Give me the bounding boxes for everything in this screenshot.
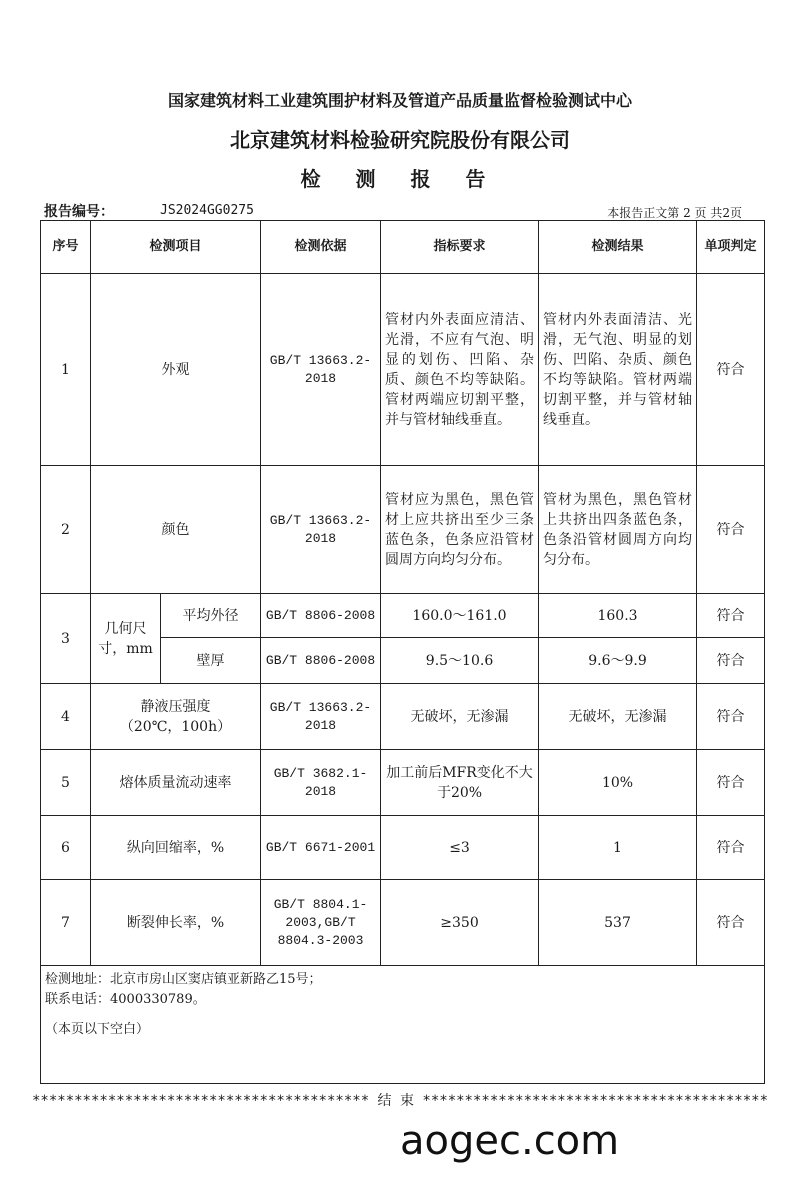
- row-subitem: 平均外径: [161, 594, 261, 638]
- results-table: [40, 220, 765, 1084]
- row-verdict: 符合: [697, 816, 765, 880]
- row-no: 5: [41, 750, 91, 816]
- table-row: [41, 816, 765, 880]
- row-requirement: 9.5～10.6: [381, 638, 539, 684]
- row-subitem: 壁厚: [161, 638, 261, 684]
- table-header-row: [41, 221, 765, 274]
- row-result: 160.3: [539, 594, 697, 638]
- row-basis: GB/T 13663.2-2018: [261, 466, 381, 594]
- row-item: 熔体质量流动速率: [91, 750, 261, 816]
- row-item-main: 静液压强度: [140, 698, 211, 715]
- row-basis: GB/T 8804.1-2003,GB/T 8804.3-2003: [261, 880, 381, 966]
- row-item: 颜色: [91, 466, 261, 594]
- row-basis: GB/T 8806-2008: [261, 594, 381, 638]
- contact-phone: 联系电话：4000330789。: [45, 992, 206, 1007]
- row-basis: GB/T 13663.2-2018: [261, 274, 381, 466]
- row-verdict: 符合: [697, 880, 765, 966]
- row-item: [91, 684, 261, 750]
- row-requirement: 管材内外表面应清洁、光滑，不应有气泡、明显的划伤、凹陷、杂质、颜色不均等缺陷。管材两端应切割平整，并与管材轴线垂直。: [381, 274, 539, 466]
- col-header-verdict: 单项判定: [697, 221, 765, 274]
- col-header-no: 序号: [41, 221, 91, 274]
- row-requirement: ≥350: [381, 880, 539, 966]
- row-requirement: 管材应为黑色，黑色管材上应共挤出至少三条蓝色条，色条应沿管材圆周方向均匀分布。: [381, 466, 539, 594]
- table-row: [41, 274, 765, 466]
- row-item: 纵向回缩率，%: [91, 816, 261, 880]
- report-number-value: JS2024GG0275: [160, 203, 254, 218]
- col-header-basis: 检测依据: [261, 221, 381, 274]
- row-item: 外观: [91, 274, 261, 466]
- row-result: 管材为黑色，黑色管材上共挤出四条蓝色条，色条沿管材圆周方向均匀分布。: [539, 466, 697, 594]
- col-header-item: 检测项目: [91, 221, 261, 274]
- header-institution: 国家建筑材料工业建筑围护材料及管道产品质量监督检验测试中心: [167, 91, 632, 110]
- row-result: 无破坏，无渗漏: [539, 684, 697, 750]
- row-group-label: 几何尺寸，mm: [91, 594, 161, 684]
- row-result: 1: [539, 816, 697, 880]
- watermark: aogec.com: [400, 1118, 620, 1164]
- row-basis: GB/T 8806-2008: [261, 638, 381, 684]
- row-verdict: 符合: [697, 274, 765, 466]
- row-item-condition: （20℃，100h）: [119, 718, 232, 735]
- table-row: [41, 750, 765, 816]
- header-company: 北京建筑材料检验研究院股份有限公司: [230, 128, 570, 152]
- table-row: [41, 466, 765, 594]
- page-info: 本报告正文第 2 页 共2页: [607, 206, 742, 220]
- row-no: 4: [41, 684, 91, 750]
- row-no: 3: [41, 594, 91, 684]
- row-no: 2: [41, 466, 91, 594]
- table-footer-row: [41, 966, 765, 1084]
- row-result: 10%: [539, 750, 697, 816]
- row-verdict: 符合: [697, 594, 765, 638]
- blank-note: （本页以下空白）: [45, 1022, 150, 1037]
- row-requirement: ≤3: [381, 816, 539, 880]
- col-header-requirement: 指标要求: [381, 221, 539, 274]
- row-basis: GB/T 13663.2-2018: [261, 684, 381, 750]
- row-requirement: 160.0～161.0: [381, 594, 539, 638]
- table-row: [41, 880, 765, 966]
- report-number-label: 报告编号：: [44, 204, 114, 220]
- row-no: 6: [41, 816, 91, 880]
- row-no: 1: [41, 274, 91, 466]
- end-marker: **************************************** 结 束 *****************************************: [31, 1093, 768, 1109]
- row-verdict: 符合: [697, 466, 765, 594]
- row-result: 9.6～9.9: [539, 638, 697, 684]
- row-requirement: 加工前后MFR变化不大于20%: [381, 750, 539, 816]
- footer-notes: [41, 966, 765, 1084]
- row-no: 7: [41, 880, 91, 966]
- row-requirement: 无破坏，无渗漏: [381, 684, 539, 750]
- row-verdict: 符合: [697, 750, 765, 816]
- test-address: 检测地址：北京市房山区窦店镇亚新路乙15号；: [45, 972, 322, 987]
- report-title: 检 测 报 告: [300, 167, 500, 191]
- row-result: 537: [539, 880, 697, 966]
- row-result: 管材内外表面清洁、光滑，无气泡、明显的划伤、凹陷、杂质、颜色不均等缺陷。管材两端切割平整，并与管材轴线垂直。: [539, 274, 697, 466]
- table-row: [41, 684, 765, 750]
- table-row: [41, 594, 765, 638]
- col-header-result: 检测结果: [539, 221, 697, 274]
- row-verdict: 符合: [697, 638, 765, 684]
- row-item: 断裂伸长率，%: [91, 880, 261, 966]
- row-verdict: 符合: [697, 684, 765, 750]
- row-basis: GB/T 6671-2001: [261, 816, 381, 880]
- row-basis: GB/T 3682.1-2018: [261, 750, 381, 816]
